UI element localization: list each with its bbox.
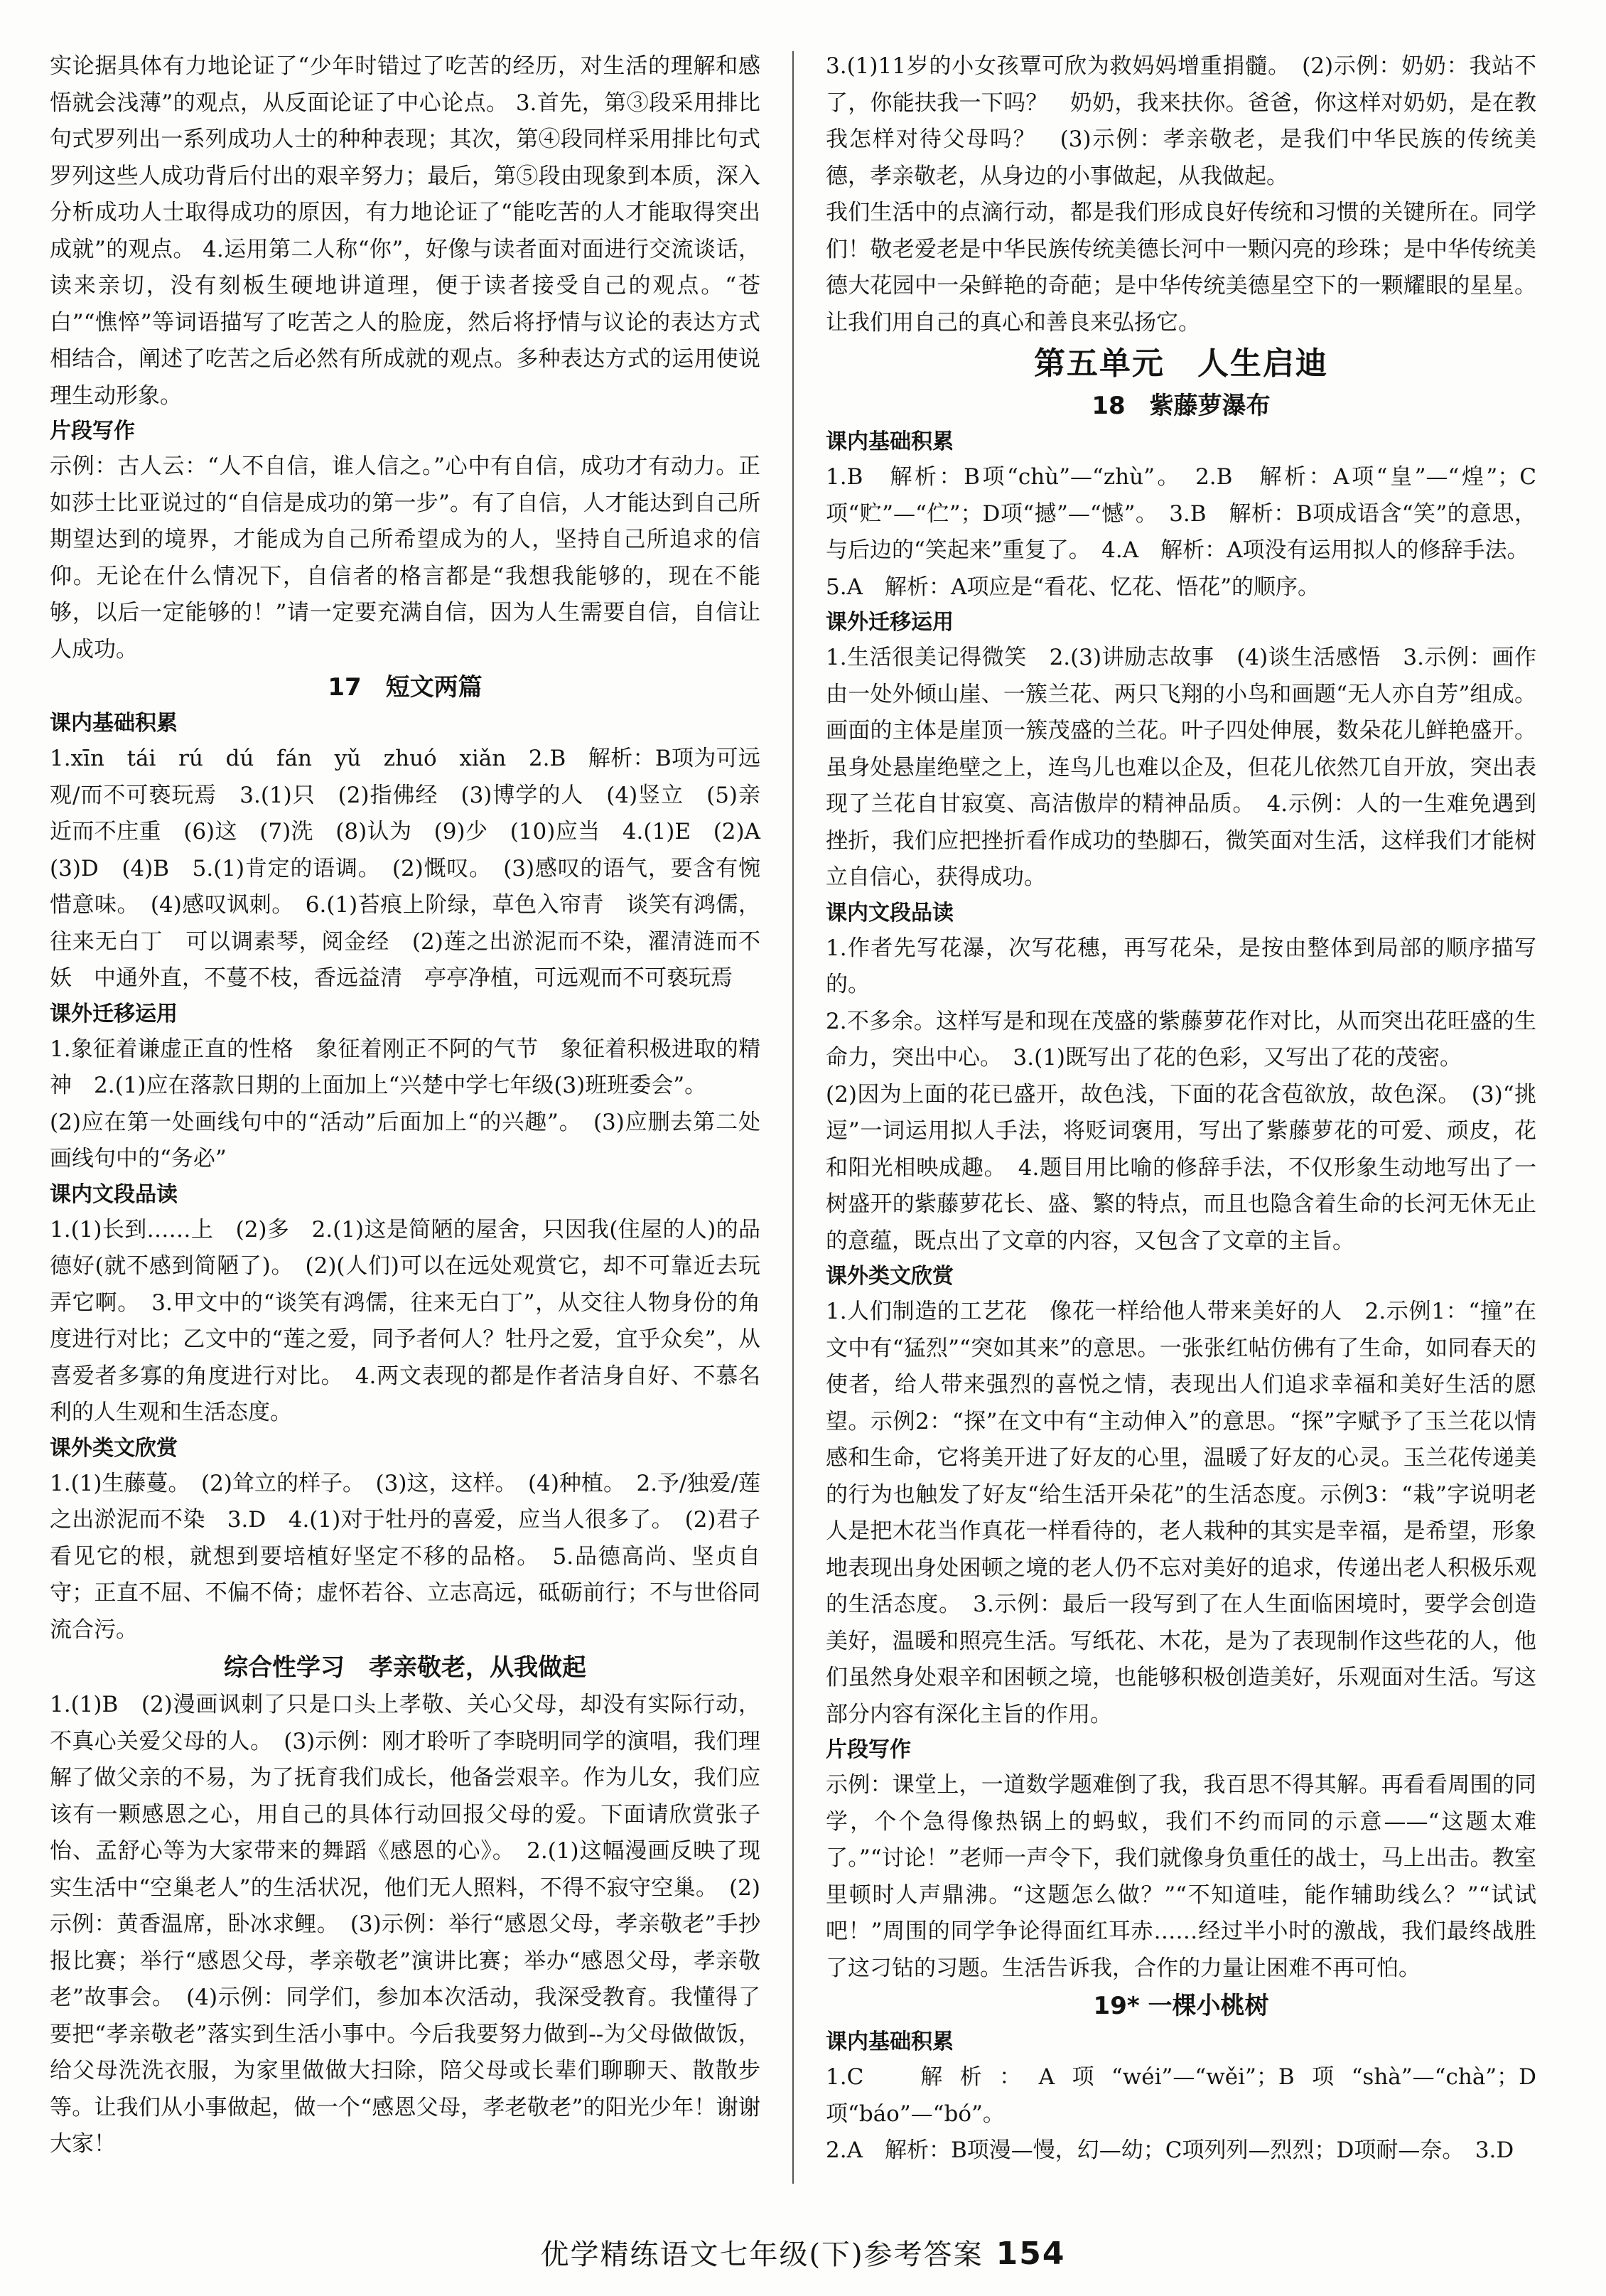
answer-paragraph: 5.A 解析：A项应是“看花、忆花、悟花”的顺序。 xyxy=(826,574,1320,600)
section-heading: 课内基础积累 xyxy=(826,2029,954,2054)
answer-paragraph: (2)应在第一处画线句中的“活动”后面加上“的兴趣”。 (3)应删去第二处画线句中的“务必” xyxy=(50,1109,760,1171)
left-column xyxy=(50,48,782,2163)
answer-paragraph: 1.(1)长到……上 (2)多 2.(1)这是简陋的屋舍，只因我(住屋的人)的品德好(就不感到简陋了)。 (2)(人们)可以在远处观赏它，却不可靠近去玩弄它啊。 3.甲文中的“谈笑有鸿儒，往来无白丁”，从交往人物身份的角度进行对比；乙文中的“莲之爱，同予者何人？牡丹之爱，宜乎众矣”，从喜爱者多寡的角度进行对比。 4.两文表现的都是作者洁身自好、不慕名利的人生观和生活态度。 xyxy=(50,1216,760,1425)
column-divider xyxy=(792,51,794,2184)
page-number: 154 xyxy=(996,2236,1066,2272)
lesson-title: 19* 一棵小桃树 xyxy=(1093,1992,1269,2020)
answer-paragraph: 1.作者先写花瀑，次写花穗，再写花朵，是按由整体到局部的顺序描写的。 xyxy=(826,935,1536,997)
answer-paragraph: 我们生活中的点滴行动，都是我们形成良好传统和习惯的关键所在。同学们！敬老爱老是中华民族传统美德长河中一颗闪亮的珍珠；是中华传统美德大花园中一朵鲜艳的奇葩；是中华传统美德星空下的一颗耀眼的星星。让我们用自己的真心和善良来弘扬它。 xyxy=(826,200,1536,336)
answer-paragraph: 1.生活很美记得微笑 2.(3)讲励志故事 (4)谈生活感悟 3.示例：画作由一处外倾山崖、一簇兰花、两只飞翔的小鸟和画题“无人亦自芳”组成。画面的主体是崖顶一簇茂盛的兰花。叶子四处伸展，数朵花儿鲜艳盛开。虽身处悬崖绝壁之上，连鸟儿也难以企及，但花儿依然兀自开放，突出表现了兰花自甘寂寞、高洁傲岸的精神品质。 4.示例：人的一生难免遇到挫折，我们应把挫折看作成功的垫脚石，微笑面对生活，这样我们才能树立自信心，获得成功。 xyxy=(826,645,1536,890)
lesson-title: 18 紫藤萝瀑布 xyxy=(1092,392,1271,420)
right-column xyxy=(826,48,1536,2169)
section-heading: 课外类文欣赏 xyxy=(826,1264,954,1289)
section-heading: 课外迁移运用 xyxy=(826,610,954,635)
page-footer xyxy=(0,2232,1606,2273)
section-heading: 课内基础积累 xyxy=(826,429,954,454)
section-heading: 片段写作 xyxy=(826,1737,911,1762)
section-heading: 课外类文欣赏 xyxy=(50,1435,178,1461)
section-heading: 课内文段品读 xyxy=(50,1181,178,1207)
answer-paragraph: 示例：课堂上，一道数学题难倒了我，我百思不得其解。再看看周围的同学，个个急得像热锅上的蚂蚁，我们不约而同的示意——“这题太难了。”“讨论！”老师一声令下，我们就像身负重任的战士，马上出击。教室里顿时人声鼎沸。“这题怎么做？”“不知道哇，能作辅助线么？”“试试吧！”周围的同学争论得面红耳赤……经过半小时的激战，我们最终战胜了这刁钻的习题。生活告诉我，合作的力量让困难不再可怕。 xyxy=(826,1772,1536,1981)
footer-title: 优学精练语文七年级(下)参考答案 xyxy=(540,2238,983,2271)
answer-paragraph: 3.(1)11岁的小女孩覃可欣为救妈妈增重捐髓。 (2)示例：奶奶：我站不了，你能扶我一下吗？ 奶奶，我来扶你。爸爸，你这样对奶奶，是在教我怎样对待父母吗？ (3)示例：孝亲敬老，是我们中华民族的传统美德，孝亲敬老，从身边的小事做起，从我做起。 xyxy=(826,53,1536,189)
answer-paragraph: 1.(1)B (2)漫画讽刺了只是口头上孝敬、关心父母，却没有实际行动，不真心关爱父母的人。 (3)示例：刚才聆听了李晓明同学的演唱，我们理解了做父亲的不易，为了抚育我们成长，他备尝艰辛。作为儿女，我们应该有一颗感恩之心，用自己的具体行动回报父母的爱。下面请欣赏张子怡、孟舒心等为大家带来的舞蹈《感恩的心》。 2.(1)这幅漫画反映了现实生活中“空巢老人”的生活状况，他们无人照料，不得不寂守空巢。 (2)示例：黄香温席，卧冰求鲤。 (3)示例：举行“感恩父母，孝亲敬老”手抄报比赛；举行“感恩父母，孝亲敬老”演讲比赛；举办“感恩父母，孝亲敬老”故事会。 (4)示例：同学们，参加本次活动，我深受教育。我懂得了要把“孝亲敬老”落实到生活小事中。今后我要努力做到--为父母做做饭，给父母洗洗衣服，为家里做做大扫除，陪父母或长辈们聊聊天、散散步等。让我们从小事做起，做一个“感恩父母，孝老敬老”的阳光少年！谢谢大家！ xyxy=(50,1692,760,2157)
section-heading: 课内基础积累 xyxy=(50,711,178,736)
answer-paragraph: 示例：古人云：“人不自信，谁人信之。”心中有自信，成功才有动力。正如莎士比亚说过的“自信是成功的第一步”。有了自信，人才能达到自己所期望达到的境界，才能成为自己所希望成为的人，坚持自己所追求的信仰。无论在什么情况下，自信者的格言都是“我想我能够的，现在不能够，以后一定能够的！”请一定要充满自信，因为人生需要自信，自信让人成功。 xyxy=(50,454,760,662)
answer-paragraph: 1.C 解析：A项“wéi”—“wěi”；B项“shà”—“chà”；D项“báo”—“bó”。 xyxy=(826,2064,1536,2127)
section-heading: 片段写作 xyxy=(50,419,135,444)
unit-title: 第五单元 人生启迪 xyxy=(1034,345,1328,382)
answer-paragraph: 1.B 解析：B项“chù”—“zhù”。 2.B 解析：A项“皇”—“煌”；C项“贮”—“伫”；D项“撼”—“憾”。 3.B 解析：B项成语含“笑”的意思，与后边的“笑起来”重复了。 4.A 解析：A项没有运用拟人的修辞手法。 xyxy=(826,464,1536,563)
answer-paragraph: 2.A 解析：B项漫—慢，幻—幼；C项列列—烈烈；D项耐—奈。 3.D xyxy=(826,2137,1514,2163)
answer-paragraph: (2)因为上面的花已盛开，故色浅，下面的花含苞欲放，故色深。 (3)“挑逗”一词运用拟人手法，将贬词褒用，写出了紫藤萝花的可爱、顽皮，花和阳光相映成趣。 4.题目用比喻的修辞手法，不仅形象生动地写出了一树盛开的紫藤萝花长、盛、繁的特点，而且也隐含着生命的长河无休无止的意蕴，既点出了文章的内容，又包含了文章的主旨。 xyxy=(826,1081,1536,1254)
section-heading: 课内文段品读 xyxy=(826,900,954,926)
lesson-title: 综合性学习 孝亲敬老，从我做起 xyxy=(224,1653,586,1682)
section-heading: 课外迁移运用 xyxy=(50,1001,178,1026)
answer-paragraph: 1.象征着谦虚正直的性格 象征着刚正不阿的气节 象征着积极进取的精神 2.(1)应在落款日期的上面加上“兴楚中学七年级(3)班班委会”。 xyxy=(50,1036,760,1098)
lesson-title: 17 短文两篇 xyxy=(328,673,483,702)
answer-paragraph: 1.人们制造的工艺花 像花一样给他人带来美好的人 2.示例1：“撞”在文中有“猛烈”“突如其来”的意思。一张张红帖仿佛有了生命，如同春天的使者，给人带来强烈的喜悦之情，表现出人们追求幸福和美好生活的愿望。示例2：“探”在文中有“主动伸入”的意思。“探”字赋予了玉兰花以情感和生命，它将美开进了好友的心里，温暖了好友的心灵。玉兰花传递美的行为也触发了好友“给生活开朵花”的生活态度。示例3：“栽”字说明老人是把木花当作真花一样看待的，老人栽种的其实是幸福，是希望，形象地表现出身处困顿之境的老人仍不忘对美好的追求，传递出老人积极乐观的生活态度。 3.示例：最后一段写到了在人生面临困境时，要学会创造美好，温暖和照亮生活。写纸花、木花，是为了表现制作这些花的人，他们虽然身处艰辛和困顿之境，也能够积极创造美好，乐观面对生活。写这部分内容有深化主旨的作用。 xyxy=(826,1299,1536,1727)
answer-paragraph: 1.xīn tái rú dú fán yǔ zhuó xiǎn 2.B 解析：B项为可远观/而不可亵玩焉 3.(1)只 (2)指佛经 (3)博学的人 (4)竖立 (5)亲近而不庄重 (6)这 (7)洗 (8)认为 (9)少 (10)应当 4.(1)E (2)A (3)D (4)B 5.(1)肯定的语调。 (2)慨叹。 (3)感叹的语气，要含有惋惜意味。 (4)感叹讽刺。 6.(1)苔痕上阶绿，草色入帘青 谈笑有鸿儒，往来无白丁 可以调素琴，阅金经 (2)莲之出淤泥而不染，濯清涟而不妖 中通外直，不蔓不枝，香远益清 亭亭净植，可远观而不可亵玩焉 xyxy=(50,746,782,991)
answer-paragraph: 1.(1)生藤蔓。 (2)耸立的样子。 (3)这，这样。 (4)种植。 2.予/独爱/莲之出淤泥而不染 3.D 4.(1)对于牡丹的喜爱，应当人很多了。 (2)君子看见它的根，就想到要培植好坚定不移的品格。 5.品德高尚、坚贞自守；正直不屈、不偏不倚；虚怀若谷、立志高远，砥砺前行；不与世俗同流合污。 xyxy=(50,1470,760,1643)
answer-paragraph: 实论据具体有力地论证了“少年时错过了吃苦的经历，对生活的理解和感悟就会浅薄”的观点，从反面论证了中心论点。 3.首先，第③段采用排比句式罗列出一系列成功人士的种种表现；其次，第④段同样采用排比句式罗列这些人成功背后付出的艰辛努力；最后，第⑤段由现象到本质，深入分析成功人士取得成功的原因，有力地论证了“能吃苦的人才能取得突出成就”的观点。 4.运用第二人称“你”，好像与读者面对面进行交流谈话，读来亲切，没有刻板生硬地讲道理，便于读者接受自己的观点。“苍白”“憔悴”等词语描写了吃苦之人的脸庞，然后将抒情与议论的表达方式相结合，阐述了吃苦之后必然有所成就的观点。多种表达方式的运用使说理生动形象。 xyxy=(50,53,760,409)
answer-paragraph: 2.不多余。这样写是和现在茂盛的紫藤萝花作对比，从而突出花旺盛的生命力，突出中心。 3.(1)既写出了花的色彩，又写出了花的茂密。 xyxy=(826,1008,1536,1071)
